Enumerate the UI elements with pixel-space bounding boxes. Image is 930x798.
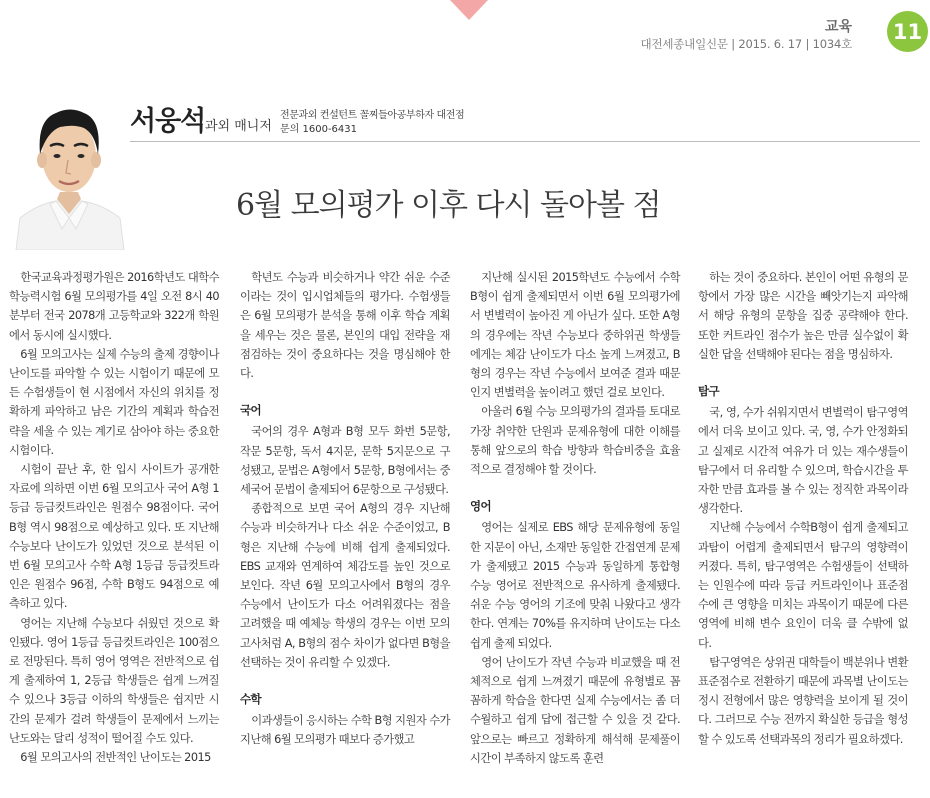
paragraph: 지난해 수능에서 수학B형이 쉽게 출제되고 과탐이 어렵게 출제되면서 탐구의 영향력이 커졌다. 특히, 탐구영역은 수험생들이 선택하는 인원수에 따라 등급 커트라인이나 표준점수에 큰 영향을 미치는 과목이기 때문에 다른 영역에 비해 변수 요인이 더욱 클 수밖에 없다. (698, 521, 908, 650)
paragraph: 하는 것이 중요하다. 본인이 어떤 유형의 문항에서 가장 많은 시간을 빼앗기는지 파악해서 해당 유형의 문항을 집중 공략해야 한다. 또한 커트라인 점수가 높은 만큼 실수없이 확실한 답을 선택해야 된다는 점을 명심하자. (698, 271, 908, 361)
page-top-triangle (450, 0, 488, 20)
article-headline: 6월 모의평가 이후 다시 돌아볼 점 (236, 188, 661, 223)
paragraph: 학년도 수능과 비슷하거나 약간 쉬운 수준이라는 것이 입시업체들의 평가다. 수험생들은 6월 모의평가 분석을 통해 이후 학습 계획을 세우는 것은 물론, 본인의 대입 전략을 재점검하는 것이 중요하다는 것을 명심해야 한다. (240, 271, 450, 381)
author-description: 전문과외 컨설턴트 꼴찌들아공부하자 대전점 (280, 110, 465, 121)
paragraph: 6월 모의고사는 실제 수능의 출제 경향이나 난이도를 파악할 수 있는 시험이기 때문에 모든 수험생들이 현 시점에서 자신의 위치를 정확하게 파악하고 남은 기간의 계획과 학습전략을 세울 수 있는 계기로 삼아야 하는 중요한 시험이다. (9, 347, 219, 457)
section-label: 교육 (824, 19, 852, 35)
paragraph: 영어는 실제로 EBS 해당 문제유형에 동일한 지문이 아닌, 소재만 동일한 간접연계 문제가 출제됐고 2015 수능과 동일하게 통합형 수능 영어로 전반적으로 유사하게 출제됐다. 쉬운 수능 영어의 기조에 맞춰 나왔다고 생각한다. 연계는 70%를 유지하며 난이도는 다소 쉽게 출제 되었다. (470, 521, 680, 650)
paragraph: 한국교육과정평가원은 2016학년도 대학수학능력시험 6월 모의평가를 4일 오전 8시 40분부터 전국 2078개 고등학교와 322개 학원에서 동시에 실시했다. (9, 271, 219, 342)
author-photo (10, 80, 128, 250)
paragraph: 지난해 실시된 2015학년도 수능에서 수학 B형이 쉽게 출제되면서 이번 6월 모의평가에서 변별력이 높아진 게 아닌가 싶다. 또한 A형의 경우에는 작년 수능보다 중하위권 학생들에게는 체감 난이도가 다소 높게 느껴졌고, B형의 경우는 작년 수능에서 보여준 결과 때문인지 변별력을 높이려고 했던 걸로 보인다. (470, 271, 680, 400)
paragraph: 이과생들이 응시하는 수학 B형 지원자 수가 지난해 6월 모의평가 때보다 증가했고 (240, 714, 450, 747)
article-column-4 (698, 268, 908, 749)
page-number-badge: 11 (887, 11, 928, 52)
author-contact: 문의 1600-6431 (280, 124, 358, 135)
article-column-2 (240, 268, 450, 750)
paragraph: 6월 모의고사의 전반적인 난이도는 2015 (20, 751, 211, 765)
article-column-1 (9, 268, 219, 767)
paragraph: 종합적으로 보면 국어 A형의 경우 지난해 수능과 비슷하거나 다소 쉬운 수준이었고, B형은 지난해 수능에 비해 쉽게 출제되었다. EBS 교재와 연계하여 체감도를 높인 것으로 보인다. 작년 6월 모의고사에서 B형의 경우 수능에서 난이도가 다소 어려워졌다는 점을 고려했을 때 예체능 학생의 경우는 이번 모의고사처럼 A, B형의 점수 차이가 없다면 B형을 선택하는 것이 유리할 수 있겠다. (240, 502, 450, 669)
author-role: 과외 매니저 (205, 119, 272, 134)
paragraph: 국어의 경우 A형과 B형 모두 화번 5문항, 작문 5문항, 독서 4지문, 문학 5지문으로 구성됐고, 문법은 A형에서 5문항, B형에서는 중세국어 문법이 출제되어 6문항으로 구성됐다. (240, 425, 450, 497)
paragraph: 국, 영, 수가 쉬워지면서 변별력이 탐구영역에서 더욱 보이고 있다. 국, 영, 수가 안정화되고 실제로 시간적 여유가 더 있는 재수생들이 탐구에서 더 유리할 수 있으며, 학습시간을 투자한 만큼 효과를 볼 수 있는 정직한 과목이라 생각한다. (698, 406, 908, 516)
subheading-inquiry: 탐구 (698, 384, 720, 399)
paragraph: 아울러 6월 수능 모의평가의 결과를 토대로 가장 취약한 단원과 문제유형에 대한 이해를 통해 앞으로의 학습 방향과 학습비중을 효율적으로 결정해야 할 것이다. (470, 405, 680, 477)
article-column-3 (470, 268, 680, 768)
author-name: 서웅석 (130, 106, 206, 137)
subheading-math: 수학 (240, 692, 262, 707)
subheading-korean: 국어 (240, 403, 262, 418)
issue-meta: 대전세종내일신문 | 2015. 6. 17 | 1034호 (640, 37, 852, 51)
byline-divider (130, 141, 920, 142)
paragraph: 영어 난이도가 작년 수능과 비교했을 때 전체적으로 쉽게 느껴졌기 때문에 유형별로 꼼꼼하게 학습을 한다면 실제 수능에서는 좀 더 수월하고 쉽게 답에 접근할 수 있을 것 같다. 앞으로는 빠르고 정확하게 해석해 문제풀이 시간이 부족하지 않도록 훈련 (470, 655, 680, 765)
paragraph: 시험이 끝난 후, 한 입시 사이트가 공개한 자료에 의하면 이번 6월 모의고사 국어 A형 1등급 등급컷트라인은 원점수 98점이다. 국어 B형 역시 98점으로 예상하고 있다. 또 지난해 수능보다 난이도가 있었던 것으로 분석된 이번 6월 모의고사 수학 A형 1등급 등급컷트라인은 원점수 96점, 수학 B형도 94점으로 예측하고 있다. (9, 463, 219, 611)
subheading-english: 영어 (470, 499, 492, 514)
paragraph: 탐구영역은 상위권 대학들이 백분위나 변환표준점수로 전환하기 때문에 과목별 난이도는 정시 전형에서 많은 영향력을 보이게 될 것이다. 그러므로 수능 전까지 확실한 등급을 형성할 수 있도록 선택과목의 정리가 필요하겠다. (698, 655, 908, 746)
paragraph: 영어는 지난해 수능보다 쉬웠던 것으로 확인됐다. 영어 1등급 등급컷트라인은 100점으로 전망된다. 특히 영어 영역은 전반적으로 쉽게 출제하여 1, 2등급 학생들은 쉽게 느껴질 수 있으나 3등급 이하의 학생들은 쉽지만 시간의 문제가 걸려 학생들이 문제에서 느끼는 난도와는 달리 성적이 떨어질 수도 있다. (9, 616, 219, 745)
